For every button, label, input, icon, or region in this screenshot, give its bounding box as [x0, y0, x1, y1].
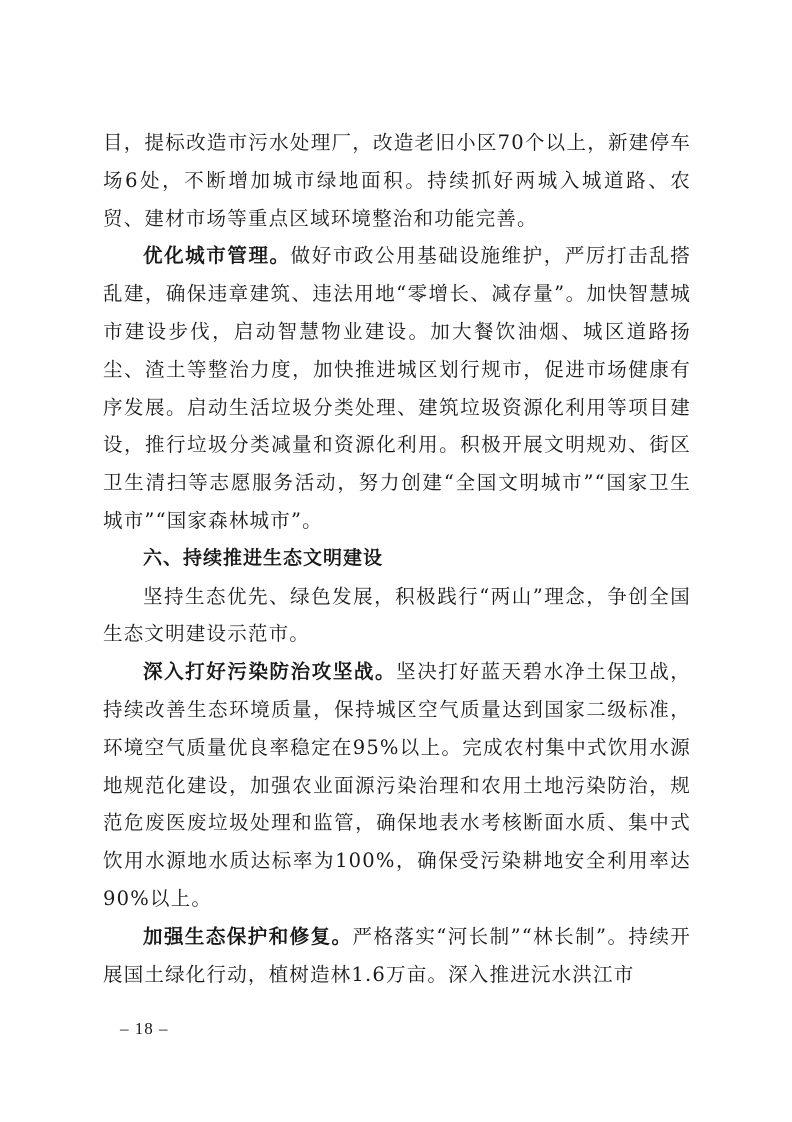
paragraph-section-intro	[103, 578, 691, 654]
paragraph-pollution-control	[103, 653, 691, 918]
paragraph-lead: 优化城市管理。	[143, 244, 291, 268]
paragraph-ecological-protection	[103, 918, 691, 994]
paragraph-text: 做好市政公用基础设施维护，严厉打击乱搭乱建，确保违章建筑、违法用地“零增长、减存量”。加快智慧城市建设步伐，启动智慧物业建设。加大餐饮油烟、城区道路扬尘、渣土等整治力度，加快推进城区划行规市，促进市场健康有序发展。启动生活垃圾分类处理、建筑垃圾资源化利用等项目建设，推行垃圾分类减量和资源化利用。积极开展文明规劝、街区卫生清扫等志愿服务活动，努力创建“全国文明城市”“国家卫生城市”“国家森林城市”。	[103, 244, 691, 532]
paragraph-continuation	[103, 124, 691, 237]
paragraph-lead: 加强生态保护和修复。	[143, 924, 353, 948]
paragraph-text: 严格落实“河长制”“林长制”。持续开展国土绿化行动，植树造林1.6万亩。深入推进沅水洪江市	[103, 924, 691, 986]
paragraph-lead: 深入打好污染防治攻坚战。	[143, 660, 397, 684]
section-heading: 六、持续推进生态文明建设	[143, 546, 384, 569]
body-text	[103, 124, 691, 993]
paragraph-city-management	[103, 237, 691, 539]
paragraph-text: 坚决打好蓝天碧水净土保卫战，持续改善生态环境质量，保持城区空气质量达到国家二级标准，环境空气质量优良率稳定在95%以上。完成农村集中式饮用水源地规范化建设，加强农业面源污染治理和农用土地污染防治，规范危废医废垃圾处理和监管，确保地表水考核断面水质、集中式饮用水源地水质达标率为100%，确保受污染耕地安全利用率达90%以上。	[103, 660, 691, 910]
paragraph-text: 目，提标改造市污水处理厂，改造老旧小区70个以上，新建停车场6处，不断增加城市绿地面积。持续抓好两城入城道路、农贸、建材市场等重点区域环境整治和功能完善。	[103, 131, 691, 230]
page-number: – 18 –	[120, 1019, 169, 1038]
paragraph-text: 坚持生态优先、绿色发展，积极践行“两山”理念，争创全国生态文明建设示范市。	[103, 584, 691, 646]
